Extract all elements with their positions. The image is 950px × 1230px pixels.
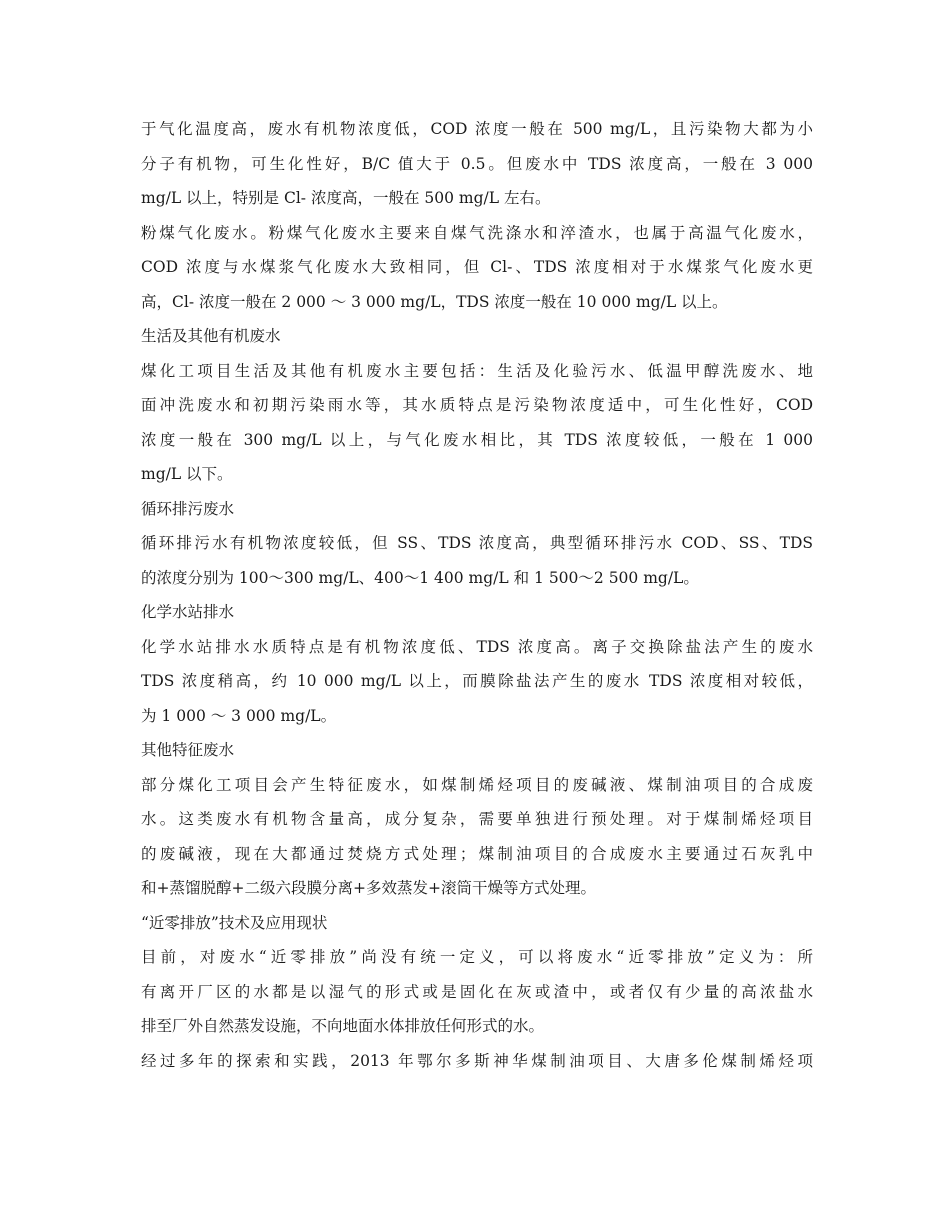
text-line: 煤化工项目生活及其他有机废水主要包括：生活及化验污水、低温甲醇洗废水、地 bbox=[141, 361, 813, 380]
text-line: 粉煤气化废水。粉煤气化废水主要来自煤气洗涤水和淬渣水，也属于高温气化废水， bbox=[141, 223, 813, 242]
text-line: 水。这类废水有机物含量高，成分复杂，需要单独进行预处理。对于煤制烯烃项目 bbox=[141, 810, 813, 828]
text-line: 的浓度分别为 100～300 mg/L、400～1 400 mg/L 和 1 500～2 500 mg/L。 bbox=[141, 568, 699, 587]
text-line: 和+蒸馏脱醇+二级六段膜分离+多效蒸发+滚筒干燥等方式处理。 bbox=[141, 879, 596, 897]
text-line: 生活及其他有机废水 bbox=[141, 327, 281, 345]
text-line: 经过多年的探索和实践，2013 年鄂尔多斯神华煤制油项目、大唐多伦煤制烯烃项 bbox=[141, 1051, 813, 1070]
text-line: 的废碱液，现在大都通过焚烧方式处理；煤制油项目的合成废水主要通过石灰乳中 bbox=[141, 844, 813, 863]
text-line: “近零排放”技术及应用现状 bbox=[141, 913, 328, 932]
text-line: mg/L 以下。 bbox=[141, 465, 233, 483]
text-line: 循环排污水有机物浓度较低，但 SS、TDS 浓度高，典型循环排污水 COD、SS、TDS bbox=[141, 534, 813, 552]
text-line: COD 浓度与水煤浆气化废水大致相同，但 Cl-、TDS 浓度相对于水煤浆气化废水更 bbox=[141, 258, 813, 276]
text-line: 分子有机物，可生化性好，B/C 值大于 0.5。但废水中 TDS 浓度高，一般在 3 000 bbox=[141, 154, 813, 173]
text-line: 面冲洗废水和初期污染雨水等，其水质特点是污染物浓度适中，可生化性好，COD bbox=[141, 396, 813, 414]
text-line: mg/L 以上，特别是 Cl- 浓度高，一般在 500 mg/L 左右。 bbox=[141, 189, 551, 207]
text-line: 化学水站排水水质特点是有机物浓度低、TDS 浓度高。离子交换除盐法产生的废水 bbox=[141, 637, 813, 656]
text-line: 其他特征废水 bbox=[141, 741, 235, 759]
text-line: 化学水站排水 bbox=[141, 603, 235, 621]
document-body bbox=[141, 112, 813, 1078]
text-line: 于气化温度高，废水有机物浓度低，COD 浓度一般在 500 mg/L，且污染物大都为小 bbox=[141, 120, 813, 138]
text-line: 有离开厂区的水都是以湿气的形式或是固化在灰或渣中，或者仅有少量的高浓盐水 bbox=[141, 982, 813, 1001]
text-line: 排至厂外自然蒸发设施，不向地面水体排放任何形式的水。 bbox=[141, 1017, 545, 1035]
text-line: 为 1 000 ～ 3 000 mg/L。 bbox=[141, 706, 337, 725]
text-line: TDS 浓度稍高，约 10 000 mg/L 以上，而膜除盐法产生的废水 TDS 浓度相对较低， bbox=[141, 672, 813, 690]
text-line: 目前，对废水“近零排放”尚没有统一定义，可以将废水“近零排放”定义为：所 bbox=[141, 948, 813, 966]
text-line: 浓度一般在 300 mg/L 以上，与气化废水相比，其 TDS 浓度较低，一般在 1 000 bbox=[141, 430, 813, 449]
text-line: 循环排污废水 bbox=[141, 499, 235, 518]
text-line: 高，Cl- 浓度一般在 2 000 ～ 3 000 mg/L，TDS 浓度一般在 10 000 mg/L 以上。 bbox=[141, 292, 728, 311]
text-line: 部分煤化工项目会产生特征废水，如煤制烯烃项目的废碱液、煤制油项目的合成废 bbox=[141, 775, 813, 794]
